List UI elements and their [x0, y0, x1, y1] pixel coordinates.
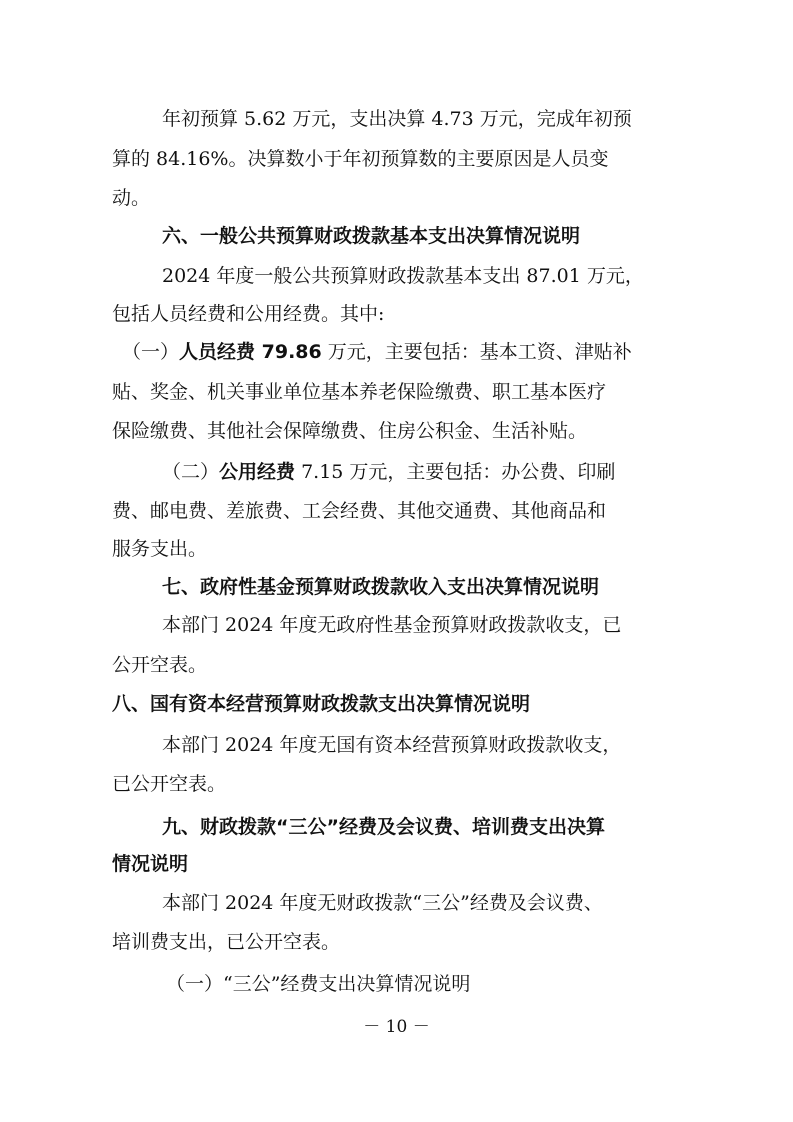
paragraph-line: 算的 84.16%。决算数小于年初预算数的主要原因是人员变 — [112, 148, 609, 170]
paragraph-line: 培训费支出，已公开空表。 — [112, 931, 341, 953]
bold-term: 人员经费 79.86 — [179, 341, 322, 363]
subsection-public-line — [162, 460, 732, 484]
paragraph-line: 动。 — [112, 187, 151, 209]
subsection-personnel-line — [122, 340, 692, 364]
paragraph-line: 服务支出。 — [112, 538, 208, 560]
paragraph-line: 2024 年度一般公共预算财政拨款基本支出 87.01 万元， — [162, 265, 644, 287]
paragraph-line: 保险缴费、其他社会保障缴费、住房公积金、生活补贴。 — [112, 420, 588, 442]
section-heading-7: 七、政府性基金预算财政拨款收入支出决算情况说明 — [162, 576, 600, 598]
paragraph-line: 包括人员经费和公用经费。其中: — [112, 303, 385, 325]
paragraph-line: 年初预算 5.62 万元，支出决算 4.73 万元，完成年初预 — [162, 108, 632, 130]
list-marker: （二） — [162, 461, 220, 483]
line-text: 7.15 万元，主要包括：办公费、印刷 — [295, 461, 616, 483]
paragraph-line: 公开空表。 — [112, 654, 208, 676]
bold-term: 公用经费 — [219, 461, 296, 483]
paragraph-line: 已公开空表。 — [112, 773, 227, 795]
section-heading-6: 六、一般公共预算财政拨款基本支出决算情况说明 — [162, 225, 581, 247]
subsection-heading: （一）“三公”经费支出决算情况说明 — [166, 973, 471, 995]
section-heading-9: 九、财政拨款“三公”经费及会议费、培训费支出决算 — [162, 816, 605, 838]
paragraph-line: 本部门 2024 年度无国有资本经营预算财政拨款收支， — [162, 734, 622, 756]
page-number: － 10 － — [363, 1017, 430, 1037]
paragraph-line: 本部门 2024 年度无政府性基金预算财政拨款收支，已 — [162, 614, 622, 636]
section-heading-9-cont: 情况说明 — [112, 853, 189, 875]
line-text: 万元，主要包括：基本工资、津贴补 — [321, 341, 632, 363]
paragraph-line: 费、邮电费、差旅费、工会经费、其他交通费、其他商品和 — [112, 500, 607, 522]
section-heading-8: 八、国有资本经营预算财政拨款支出决算情况说明 — [112, 693, 531, 715]
paragraph-line: 贴、奖金、机关事业单位基本养老保险缴费、职工基本医疗 — [112, 381, 607, 403]
paragraph-line: 本部门 2024 年度无财政拨款“三公”经费及会议费、 — [162, 892, 603, 914]
list-marker: （一） — [122, 341, 180, 363]
